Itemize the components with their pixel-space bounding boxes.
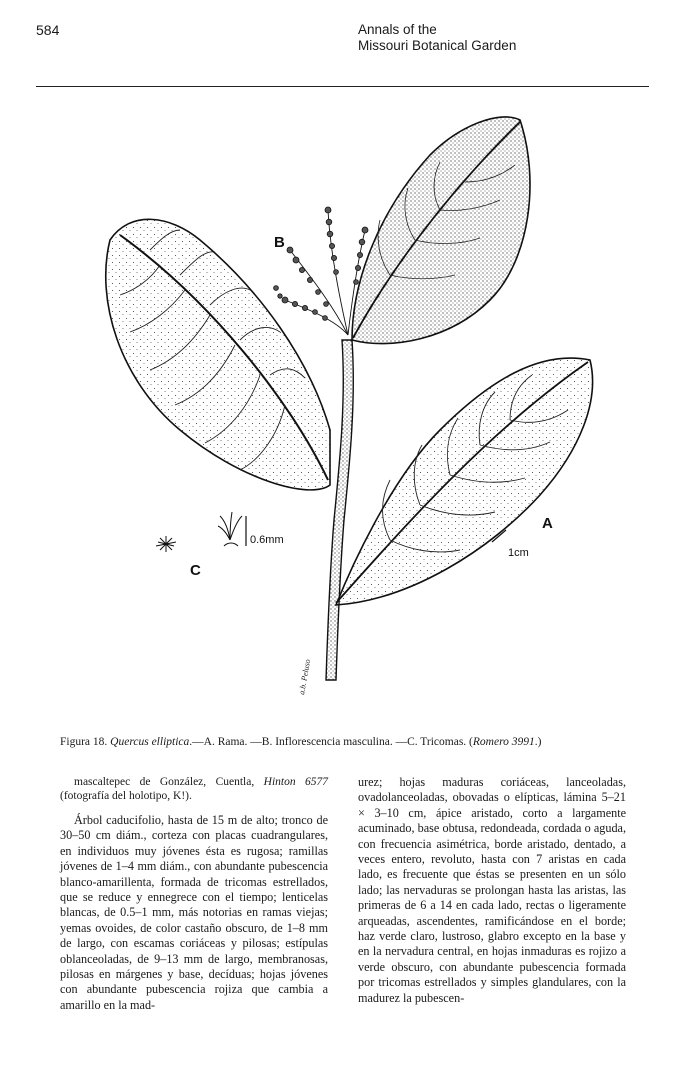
text-column-right — [358, 775, 626, 1006]
description-paragraph: Árbol caducifolio, hasta de 15 m de alto; tronco de 30–50 cm diám., corteza con placas cuadrangulares, en individuos muy jóvenes ésta es rugosa; ramillas jóvenes de 1–4 mm diám., con abundante pubescencia blanco-amarillenta, formada de tricomas estrellados, que se reduce y ennegrece con el tiempo; lenticelas blancas, de 0.5–1 mm, más notorias en ramas viejas; yemas ovoides, de color castaño obscuro, de 1–8 mm de largo, con escamas coriáceas y pilosas; estípulas oblanceoladas, de 9–13 mm de largo, membranosas, pilosas en márgenes y base, decíduas; hojas jóvenes con abundante pubescencia rojiza que cambia a amarillo en la mad- — [60, 813, 328, 1012]
caption-species: Quercus elliptica — [110, 736, 190, 748]
journal-title — [358, 22, 516, 54]
citation-text-a: mascaltepec de González, Cuentla, — [74, 776, 264, 788]
stem — [326, 340, 353, 680]
header-rule — [36, 86, 649, 87]
page-number: 584 — [36, 22, 60, 38]
caption-text: .—A. Rama. —B. Inflorescencia masculina. —C. Tricomas. ( — [189, 736, 473, 748]
trichomes-figure — [156, 512, 246, 552]
figure-caption — [60, 736, 541, 748]
label-b: B — [274, 234, 285, 251]
leaf-upper-right — [352, 117, 530, 344]
citation-hinton: Hinton 6577 — [263, 776, 328, 788]
scale-label-1cm: 1cm — [508, 547, 529, 559]
botanical-illustration — [90, 100, 610, 720]
leaf-lower-right — [336, 358, 593, 605]
caption-suffix: .) — [534, 736, 542, 748]
journal-title-line2: Missouri Botanical Garden — [358, 38, 517, 53]
specimen-citation — [60, 775, 328, 803]
caption-prefix: Figura 18. — [60, 736, 108, 748]
text-column-left — [60, 775, 328, 1013]
label-c: C — [190, 562, 201, 579]
scale-label-06mm: 0.6mm — [250, 534, 284, 546]
caption-collector: Romero 3991 — [472, 736, 535, 748]
illustrator-signature: a.b. Peluso — [297, 658, 313, 696]
journal-title-line1: Annals of the — [358, 22, 437, 37]
citation-text-b: (fotografía del holotipo, K!). — [60, 790, 192, 802]
label-a: A — [542, 515, 553, 532]
description-continued: urez; hojas maduras coriáceas, lanceoladas, ovadolanceoladas, obovadas o elípticas, lámina 5–21 × 3–10 cm, ápice aristado, corto a largamente acuminado, base obtusa, redondeada, cordada o aguda, con frecuencia asimétrica, borde aristado, dentado, a veces entero, revoluto, hasta con 7 aristas en cada lado, es frecuente que éstas se presenten en un sólo lado; las nervaduras se prolongan hasta las aristas, las primeras de 6 a 14 en cada lado, rectas o ligeramente arqueadas, ascendentes, ramificándose en el borde; haz verde claro, lustroso, glabro excepto en la base y en la nervadura central, en hojas inmaduras es rojizo a verde obscuro, con abundante pubescencia formada por tricomas estrellados y simples glandulares, con la madurez la pubescen- — [358, 775, 626, 1005]
